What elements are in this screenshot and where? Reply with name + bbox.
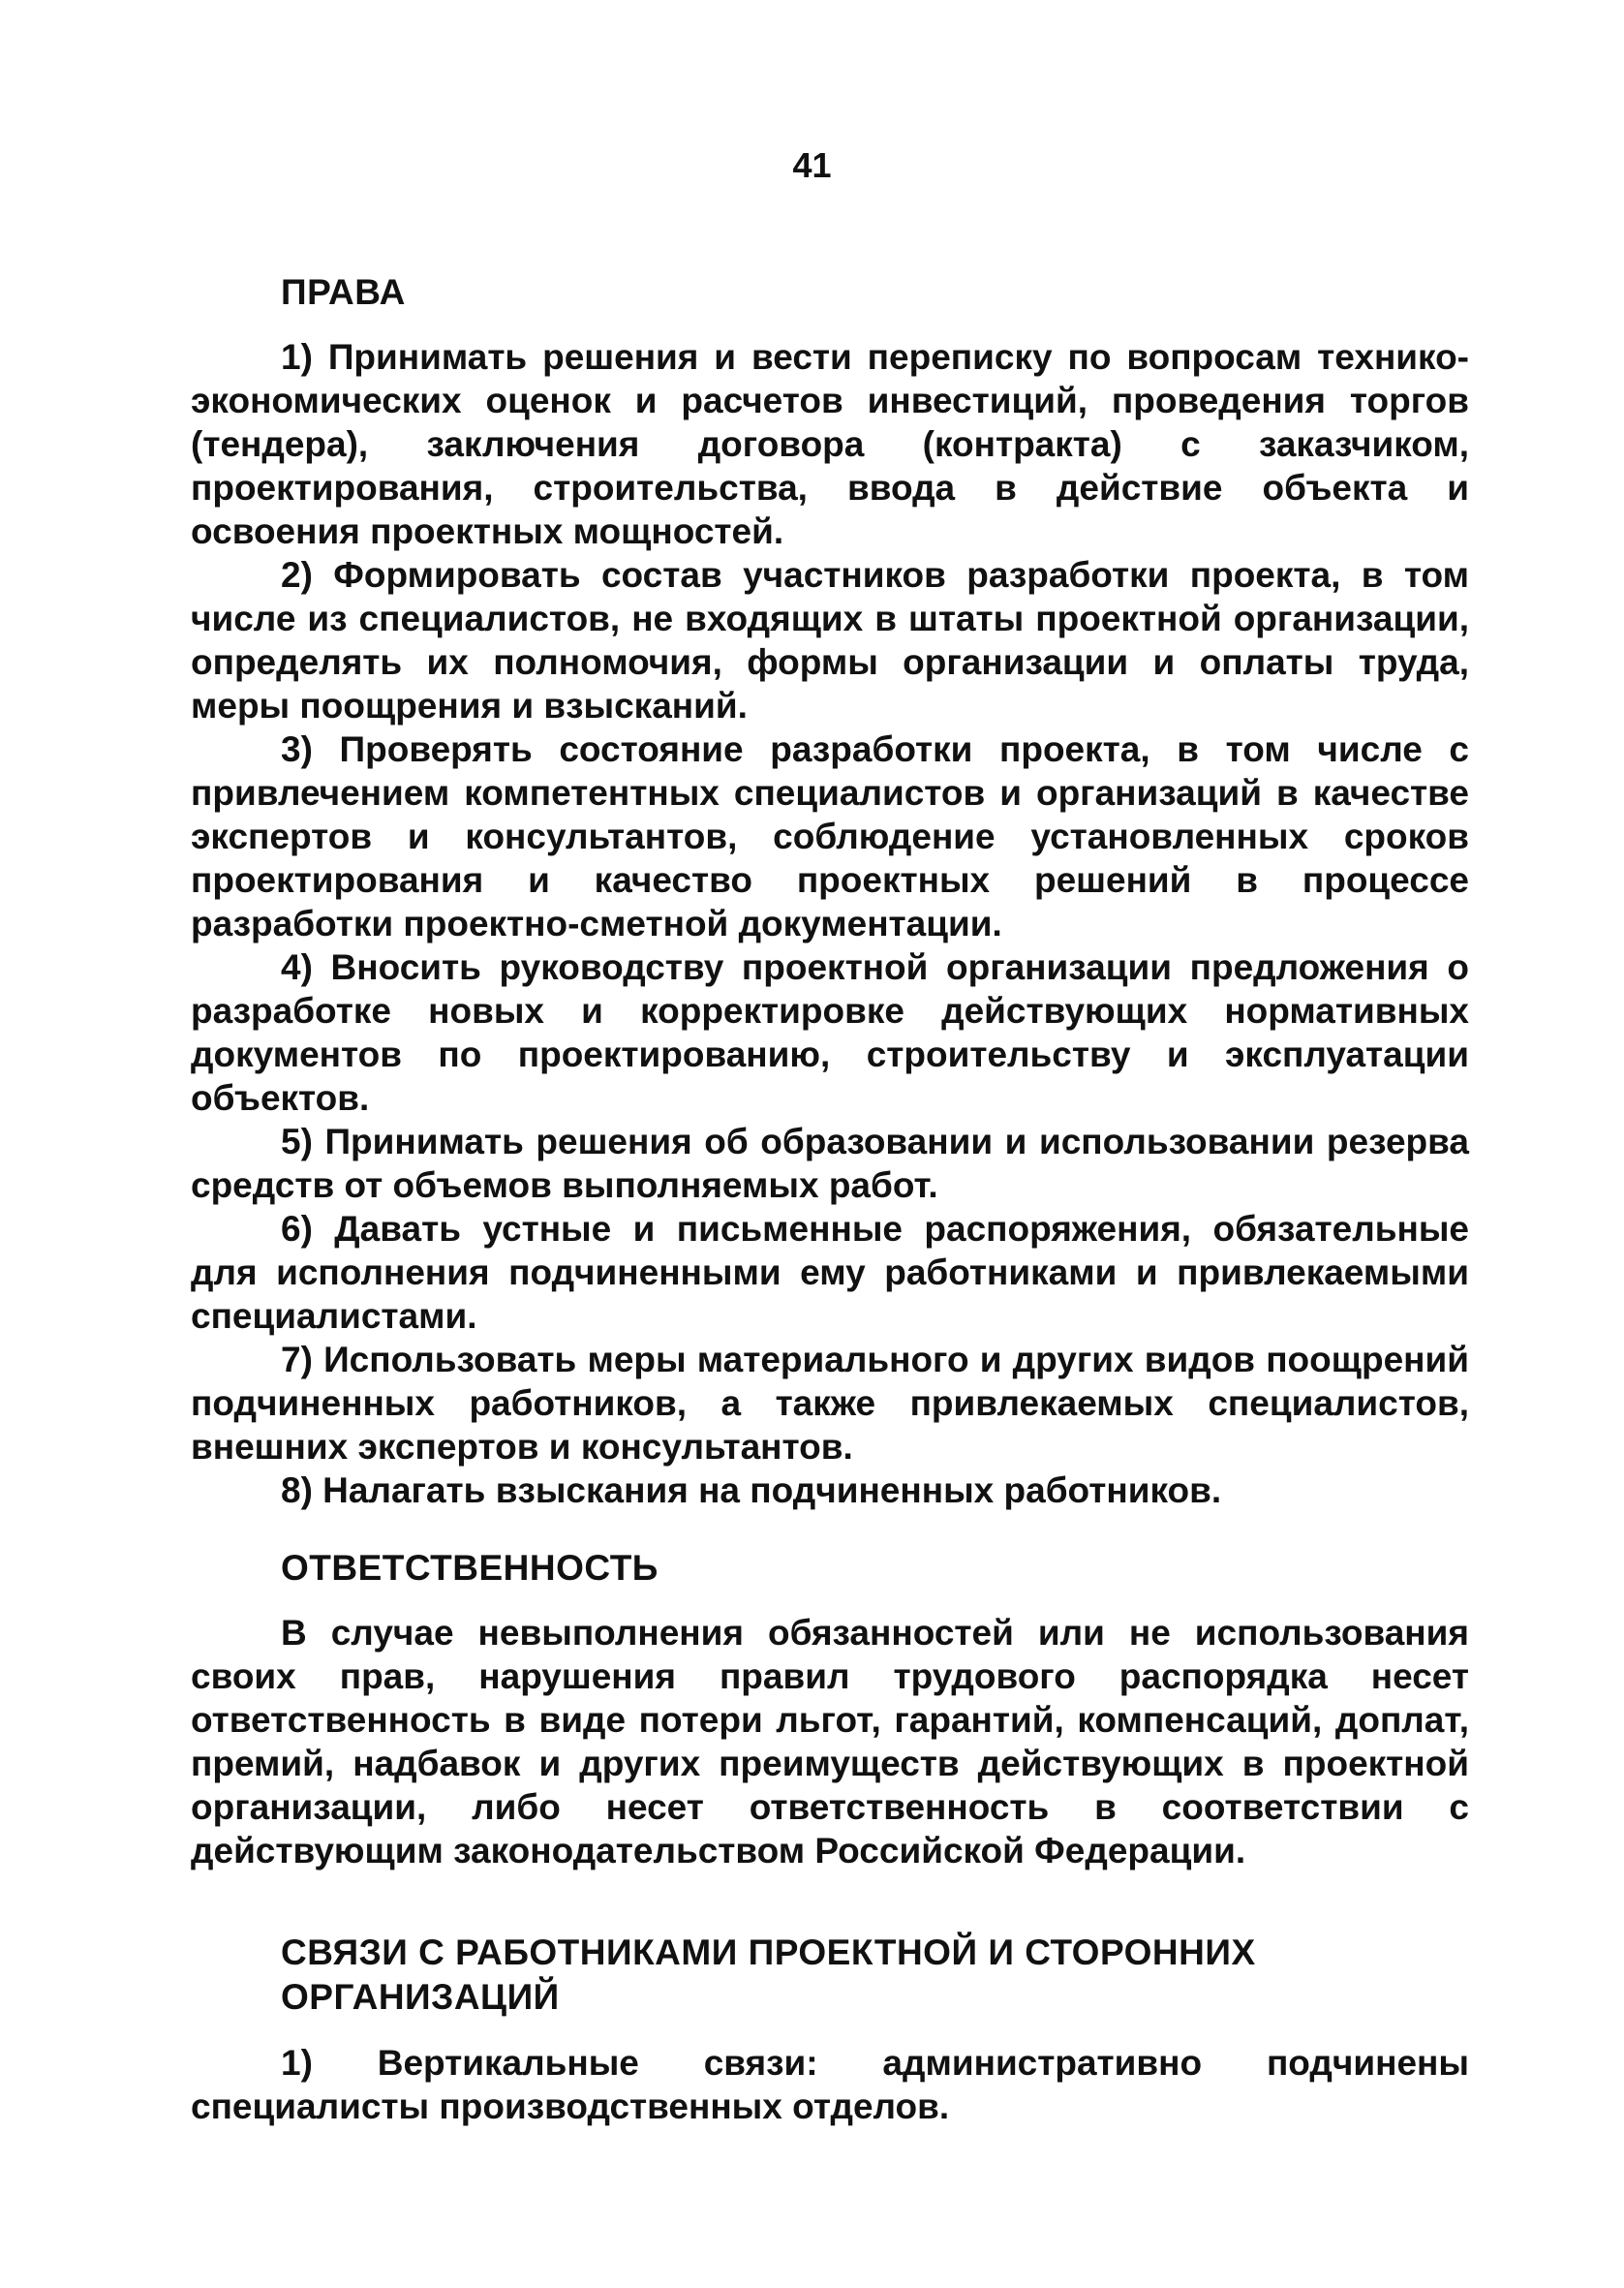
section-heading-svyazi-line2: ОРГАНИЗАЦИЙ [281,1977,560,2017]
otvetstvennost-text: В случае невыполнения обязанностей или не использования своих прав, нарушения правил трудового распорядка несет ответственность в виде потери льгот, гарантий, компенсаций, доплат, премий, надбавок и других преимуществ действующих в проектной организации, либо несет ответственность в соответствии с действующим законодательством Российской Федерации. [191,1613,1469,1871]
prava-item-6: 6) Давать устные и письменные распоряжения, обязательные для исполнения подчиненными ему работниками и привлекаемыми специалистами. [191,1209,1469,1336]
page-number: 41 [792,145,832,185]
prava-item-3: 3) Проверять состояние разработки проекта, в том числе с привлечением компетентных специалистов и организаций в качестве экспертов и консультантов, соблюдение установленных сроков проектирования и качество проектных решений в процессе разработки проектно-сметной документации. [191,729,1469,943]
section-heading-svyazi [281,1931,1469,2020]
prava-item-7: 7) Использовать меры материального и других видов поощрений подчиненных работников, а также привлекаемых специалистов, внешних экспертов и консультантов. [191,1340,1469,1467]
prava-item-5: 5) Принимать решения об образовании и использовании резерва средств от объемов выполняемых работ. [191,1122,1469,1205]
prava-item-8: 8) Налагать взыскания на подчиненных работников. [281,1470,1222,1510]
section-prava [191,271,1469,1512]
prava-item-2: 2) Формировать состав участников разработки проекта, в том числе из специалистов, не входящих в штаты проектной организации, определять их полномочия, формы организации и оплаты труда, меры поощрения и взысканий. [191,555,1469,726]
section-otvetstvennost [191,1547,1469,1872]
section-heading-svyazi-line1: СВЯЗИ С РАБОТНИКАМИ ПРОЕКТНОЙ И СТОРОННИХ [281,1932,1256,1972]
prava-item-1: 1) Принимать решения и вести переписку по вопросам технико-экономических оценок и расчетов инвестиций, проведения торгов (тендера), заключения договора (контракта) с заказчиком, проектирования, строительства, ввода в действие объекта и освоения проектных мощностей. [191,337,1469,551]
page-content [191,271,1469,2128]
section-heading-prava: ПРАВА [281,272,406,312]
prava-item-4: 4) Вносить руководству проектной организации предложения о разработке новых и корректировке действующих нормативных документов по проектированию, строительству и эксплуатации объектов. [191,947,1469,1118]
svyazi-item-1: 1) Вертикальные связи: административно подчинены специалисты производственных отделов. [191,2043,1469,2126]
section-svyazi [191,1931,1469,2128]
section-heading-otvetstvennost: ОТВЕТСТВЕННОСТЬ [281,1548,659,1588]
